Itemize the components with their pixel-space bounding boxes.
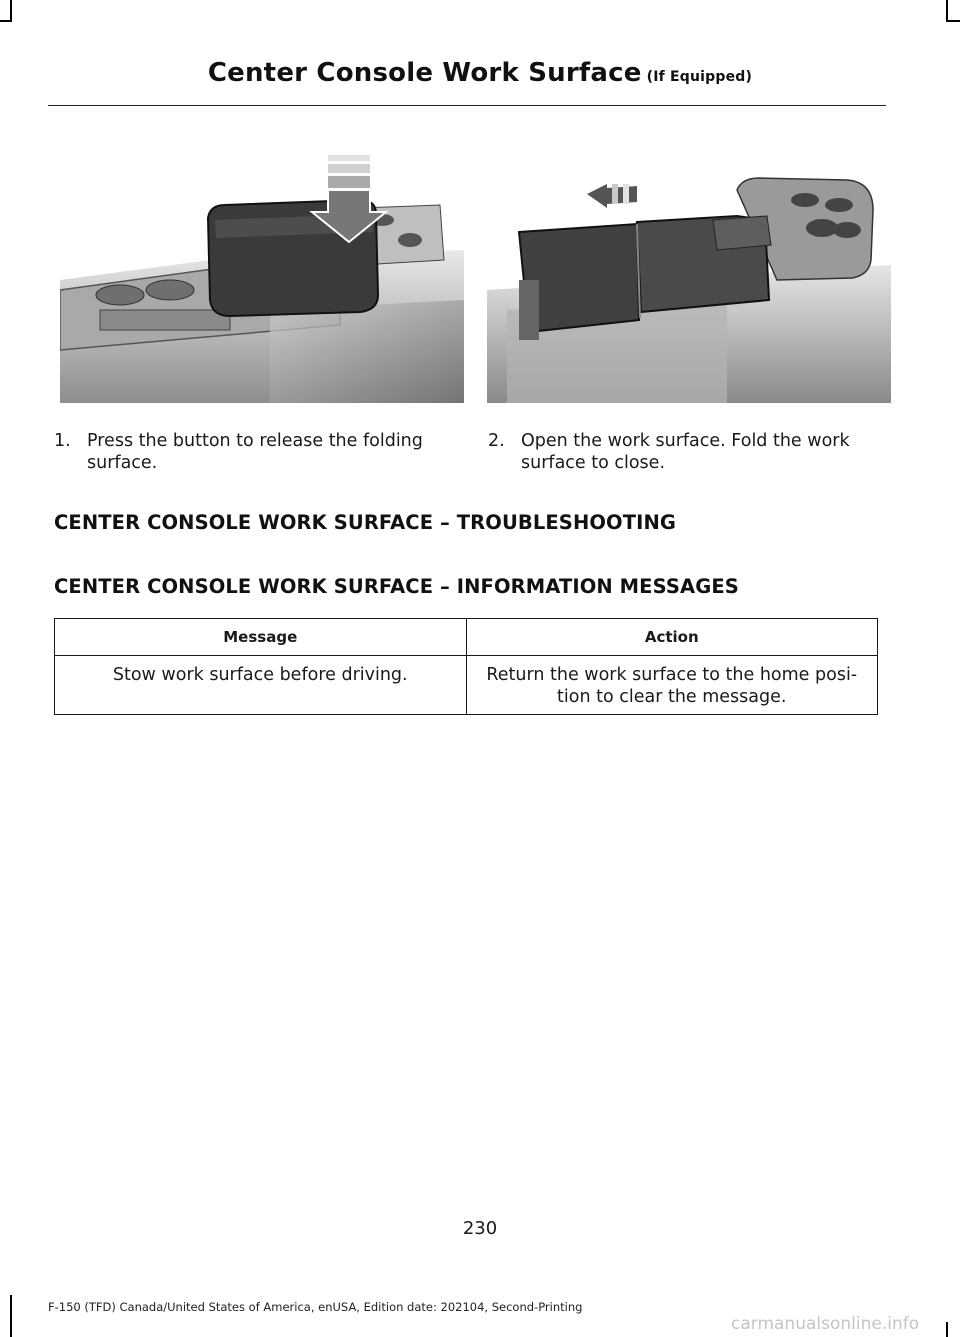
step-text-line: surface. (87, 453, 158, 473)
crop-mark (946, 0, 948, 22)
console-illustration-2 (487, 150, 891, 403)
crop-mark (946, 20, 960, 22)
table-header-row (55, 619, 878, 656)
page-number: 230 (462, 1218, 498, 1239)
header-rule (48, 105, 886, 106)
page-title-main: Center Console Work Surface (207, 58, 642, 88)
step-text-line: Press the button to release the folding (87, 431, 423, 451)
figure-open-surface (487, 150, 891, 403)
information-messages-table (54, 618, 878, 715)
step-number: 2. (488, 431, 505, 451)
step-text-line: surface to close. (521, 453, 666, 473)
crop-mark (10, 0, 12, 22)
page-title (0, 58, 960, 88)
column-header-action: Action (466, 619, 878, 656)
action-line: tion to clear the message. (557, 687, 787, 707)
step-text-line: Open the work surface. Fold the work (521, 431, 850, 451)
crop-mark (10, 1295, 12, 1337)
crop-mark (946, 1322, 948, 1337)
section-heading-troubleshooting: CENTER CONSOLE WORK SURFACE – TROUBLESHOOTING (54, 511, 677, 534)
step-text (87, 430, 423, 474)
figure-press-button (60, 150, 464, 403)
footer-edition: F-150 (TFD) Canada/United States of America, enUSA, Edition date: 202104, Second-Printing (48, 1300, 583, 1314)
column-header-message: Message (55, 619, 467, 656)
step-text (521, 430, 850, 474)
message-cell: Stow work surface before driving. (55, 656, 467, 715)
action-line: Return the work surface to the home posi- (486, 665, 858, 685)
step-number: 1. (54, 431, 71, 451)
section-heading-messages: CENTER CONSOLE WORK SURFACE – INFORMATION MESSAGES (54, 575, 739, 598)
crop-mark (0, 20, 12, 22)
watermark[interactable]: carmanualsonline.info (731, 1314, 920, 1334)
page-title-qualifier: (If Equipped) (641, 69, 753, 85)
table-row (55, 656, 878, 715)
console-illustration-1 (60, 150, 464, 403)
action-cell (466, 656, 878, 715)
